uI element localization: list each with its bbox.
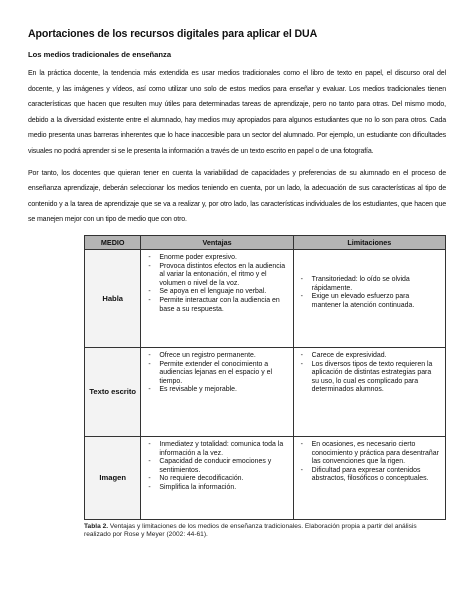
caption-text: Ventajas y limitaciones de los medios de enseñanza tradicionales. Elaboración propia a partir del análisis realizado por Rose y Meyer (2002: 44-61). (84, 522, 417, 539)
medio-cell: Texto escrito (85, 347, 141, 436)
medio-cell: Imagen (85, 436, 141, 519)
list-item: - En ocasiones, es necesario cierto conocimiento y práctica para desentrañar las convenciones que la rigen. (300, 440, 439, 466)
list-item: - Carece de expresividad. (300, 351, 387, 359)
document-title: Aportaciones de los recursos digitales para aplicar el DUA (28, 28, 318, 40)
list-item: - Ofrece un registro permanente. (148, 351, 256, 359)
list-item: - Inmediatez y totalidad: comunica toda la información a la vez. (148, 440, 284, 457)
limitaciones-cell (293, 347, 445, 436)
list-item: - Es revisable y mejorable. (148, 386, 237, 394)
caption-label: Tabla 2. (84, 522, 109, 530)
paragraph-2: Por tanto, los docentes que quieran tener en cuenta la variabilidad de capacidades y preferencias de su alumnado en el proceso de enseñanza aprendizaje, deberán seleccionar los medios teniendo en cuenta, por un lado, la adecuación de sus características al tipo de contenido y a la tarea de aprendizaje que se va a realizar y, por otro lado, las características individuales de los estudiantes, que hacen que se manejen mejor con un tipo de medio que con otro. (28, 169, 446, 224)
list-item: - Simplifica la información. (148, 483, 237, 491)
list-item: - Capacidad de conducir emociones y sentimientos. (148, 458, 272, 474)
media-comparison-table (84, 235, 446, 520)
medio-cell: Habla (85, 249, 141, 347)
list-item: - Exige un elevado esfuerzo para mantener la atención continuada. (300, 293, 415, 309)
ventajas-cell (141, 347, 293, 436)
ventajas-cell (141, 249, 293, 347)
list-item: - No requiere decodificación. (148, 475, 244, 483)
list-item: - Los diversos tipos de texto requieren la aplicación de distintas estrategias para su uso, lo cual es complicado para determinados alumnos. (300, 360, 433, 394)
header-medio: MEDIO (85, 235, 141, 249)
list-item: - Permite interactuar con la audiencia en base a su respuesta. (148, 296, 280, 313)
ventajas-cell (141, 436, 293, 519)
limitaciones-cell (293, 436, 445, 519)
table-row (85, 249, 446, 347)
header-limitaciones: Limitaciones (293, 235, 445, 249)
section-heading: Los medios tradicionales de enseñanza (28, 50, 172, 59)
limitaciones-cell (293, 249, 445, 347)
list-item: - Enorme poder expresivo. (148, 253, 237, 261)
paragraph-1: En la práctica docente, la tendencia más extendida es usar medios tradicionales como el libro de texto en papel, el discurso oral del docente, y las imágenes y vídeos, así como utilizar uno solo de estos medios para enseñar y evaluar. Los medios tradicionales tienen características que hacen que resulten muy útiles para determinadas tareas de aprendizaje, pero no tanto para otras. Del mismo modo, debido a la diversidad existente entre el alumnado, hay medios muy apropiados para algunos estudiantes que no lo son para otros. Cada medio presenta unas barreras inherentes que lo hace inaccesible para un sector del alumnado. Por ejemplo, un estudiante con dificultades visuales no podrá aprender si se le presenta la información a través de un texto escrito en papel o de una fotografía. (28, 70, 446, 155)
list-item: - Se apoya en el lenguaje no verbal. (148, 288, 267, 296)
table-row (85, 436, 446, 519)
list-item: - Permite extender el conocimiento a audiencias lejanas en el espacio y el tiempo. (148, 360, 273, 385)
header-ventajas: Ventajas (141, 235, 293, 249)
list-item: - Transitoriedad: lo oído se olvida rápidamente. (300, 275, 410, 292)
list-item: - Dificultad para expresar contenidos abstractos, filosóficos o conceptuales. (300, 466, 429, 483)
list-item: - Provoca distintos efectos en la audiencia al variar la entonación, el ritmo y el volumen o nivel de la voz. (148, 262, 286, 287)
table-caption (84, 523, 444, 540)
table-row (85, 347, 446, 436)
table-header-row (85, 235, 446, 249)
